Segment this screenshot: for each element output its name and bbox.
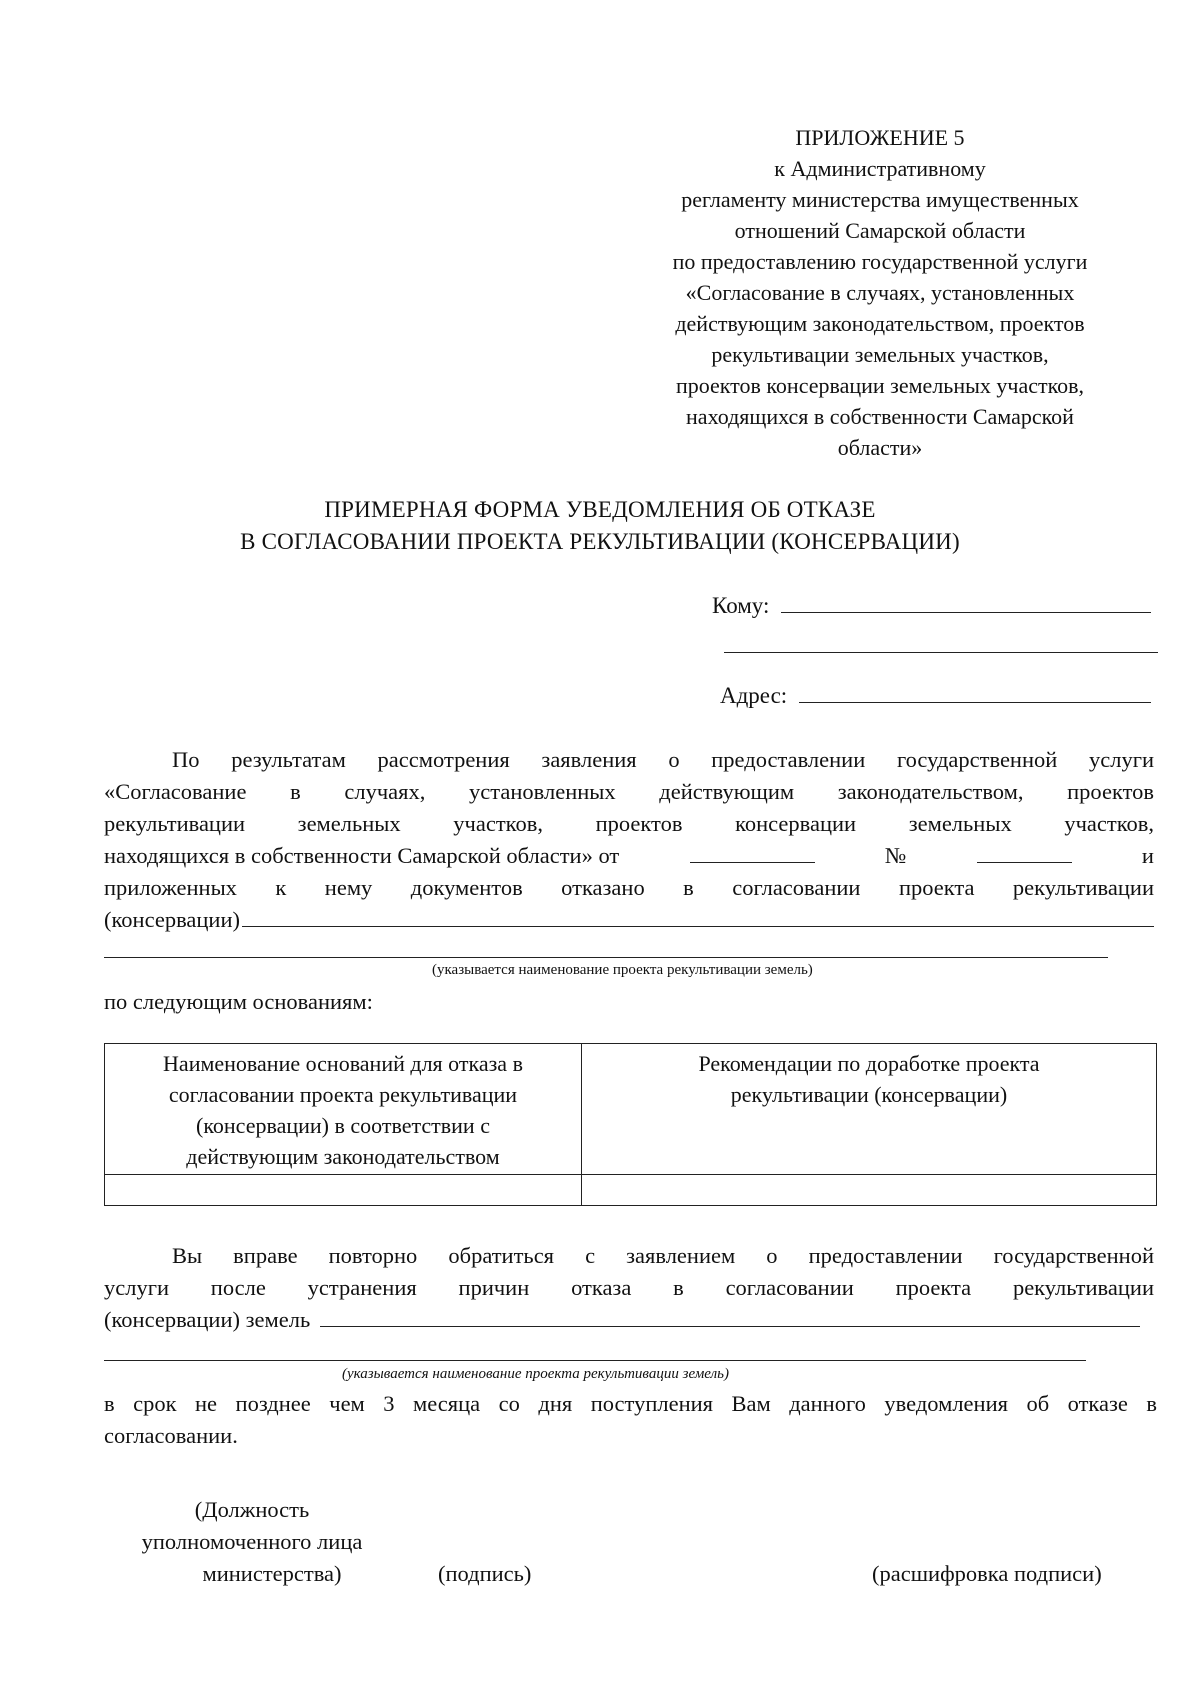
table-header-row — [105, 1044, 1157, 1175]
form-title — [0, 494, 1200, 558]
hint-project-name: (указывается наименование проекта рекультивации земель) — [432, 962, 813, 978]
table-header-reasons — [105, 1044, 582, 1175]
paragraph-line-date — [104, 840, 1154, 872]
signature-position — [112, 1494, 392, 1590]
position-line: министерства) — [202, 1561, 342, 1586]
grounds-intro — [104, 986, 1154, 1018]
to-line[interactable] — [781, 590, 1151, 613]
appendix-line: регламенту министерства имущественных — [681, 187, 1079, 212]
header-line: Рекомендации по доработке проекта — [698, 1051, 1040, 1076]
to-field[interactable] — [712, 590, 1151, 621]
table-cell-empty[interactable] — [582, 1175, 1157, 1206]
paragraph-line-project — [104, 904, 1154, 936]
signature-sign-label: (подпись) — [438, 1561, 532, 1586]
main-paragraph — [104, 744, 1154, 936]
appendix-line: по предоставлению государственной услуги — [672, 249, 1088, 274]
signature-decode-label: (расшифровка подписи) — [872, 1561, 1102, 1586]
appendix-line: ПРИЛОЖЕНИЕ 5 — [795, 125, 965, 150]
paragraph-line: услуги после устранения причин отказа в согласовании проекта рекультивации — [104, 1275, 1154, 1300]
paragraph-text: (консервации) — [104, 907, 240, 932]
position-line: (Должность — [194, 1497, 310, 1522]
hint-lands-project: (указывается наименование проекта рекультивации земель) — [342, 1366, 729, 1382]
table-header-recommendations — [582, 1044, 1157, 1175]
number-sign: № — [884, 843, 907, 868]
paragraph-line: рекультивации земельных участков, проектов консервации земельных участков, — [104, 811, 1154, 836]
table-row — [105, 1175, 1157, 1206]
appendix-line: рекультивации земельных участков, — [711, 342, 1049, 367]
appendix-line: области» — [837, 435, 923, 460]
paragraph-text: находящихся в собственности Самарской области» от — [104, 843, 620, 868]
paragraph-text: (консервации) земель — [104, 1307, 311, 1332]
date-line[interactable] — [690, 840, 815, 863]
paragraph-line: Вы вправе повторно обратиться с заявлением о предоставлении государственной — [172, 1243, 1154, 1268]
lands-project-line-2[interactable] — [104, 1360, 1086, 1361]
to-label: Кому: — [712, 593, 770, 618]
paragraph-text: и — [1141, 843, 1154, 868]
paragraph-line: согласовании. — [104, 1423, 238, 1448]
address-line[interactable] — [799, 680, 1151, 703]
appendix-line: находящихся в собственности Самарской — [686, 404, 1074, 429]
appendix-header — [630, 122, 1130, 463]
form-title-line: В СОГЛАСОВАНИИ ПРОЕКТА РЕКУЛЬТИВАЦИИ (КОНСЕРВАЦИИ) — [240, 529, 960, 554]
project-name-line-2[interactable] — [104, 957, 1108, 958]
appendix-line: к Административному — [774, 156, 986, 181]
form-title-line: ПРИМЕРНАЯ ФОРМА УВЕДОМЛЕНИЯ ОБ ОТКАЗЕ — [324, 497, 876, 522]
to-line-2[interactable] — [724, 652, 1158, 653]
header-line: действующим законодательством — [186, 1144, 500, 1169]
header-line: согласовании проекта рекультивации — [168, 1082, 518, 1107]
grounds-intro-text: по следующим основаниям: — [104, 989, 373, 1014]
appendix-line: проектов консервации земельных участков, — [675, 373, 1085, 398]
address-label: Адрес: — [720, 683, 788, 708]
paragraph-line: По результатам рассмотрения заявления о предоставлении государственной услуги — [172, 747, 1154, 772]
project-name-line[interactable] — [242, 904, 1154, 927]
header-line: Наименование оснований для отказа в — [163, 1051, 523, 1076]
second-paragraph — [104, 1240, 1154, 1336]
paragraph-line: в срок не позднее чем 3 месяца со дня поступления Вам данного уведомления об отказе в — [104, 1391, 1157, 1416]
appendix-line: отношений Самарской области — [734, 218, 1026, 243]
appendix-line: действующим законодательством, проектов — [675, 311, 1085, 336]
position-line: уполномоченного лица — [141, 1529, 363, 1554]
number-line[interactable] — [977, 840, 1072, 863]
lands-project-line[interactable] — [320, 1304, 1140, 1327]
paragraph-line-lands — [104, 1304, 1140, 1336]
deadline-paragraph — [104, 1388, 1157, 1452]
appendix-line: «Согласование в случаях, установленных — [685, 280, 1075, 305]
table-cell-empty[interactable] — [105, 1175, 582, 1206]
header-line: рекультивации (консервации) — [730, 1082, 1008, 1107]
paragraph-line: приложенных к нему документов отказано в согласовании проекта рекультивации — [104, 875, 1154, 900]
address-field[interactable] — [720, 680, 1151, 711]
paragraph-line: «Согласование в случаях, установленных действующим законодательством, проектов — [104, 779, 1154, 804]
header-line: (консервации) в соответствии с — [196, 1113, 490, 1138]
reasons-table — [104, 1043, 1157, 1206]
